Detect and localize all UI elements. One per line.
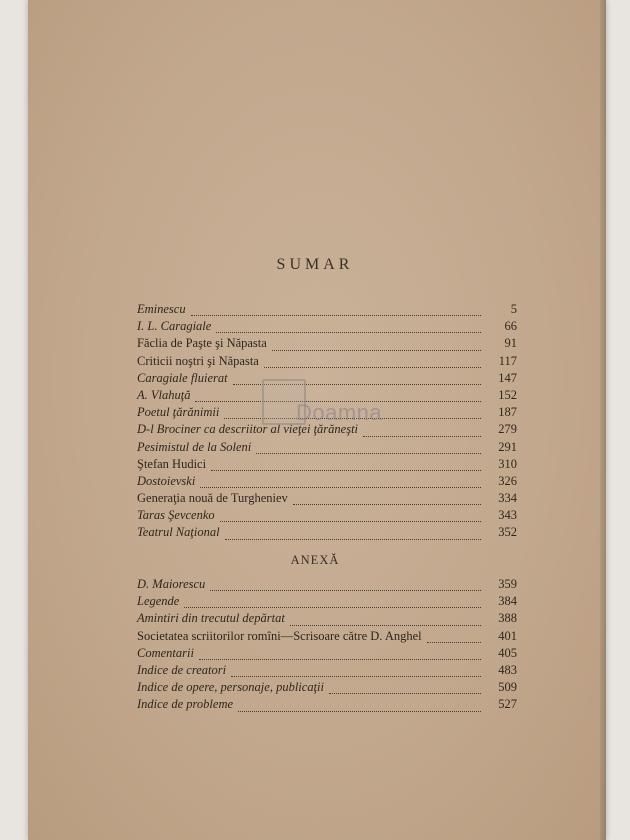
toc-entry-title: Taras Şevcenko <box>137 508 215 523</box>
toc-entry <box>137 663 517 680</box>
toc-entry <box>137 354 517 371</box>
toc-entry-page: 384 <box>498 594 517 609</box>
toc-leader-dots <box>293 503 481 505</box>
toc-entry <box>137 440 517 457</box>
toc-entry-page: 483 <box>498 662 517 677</box>
toc-leader-dots <box>329 692 481 694</box>
toc-entry-title: Dostoievski <box>137 473 196 488</box>
toc-entry-title: Făclia de Paşte şi Năpasta <box>137 336 267 351</box>
toc-entry-title: Criticii noştri şi Năpasta <box>137 353 259 368</box>
toc-entry <box>137 491 517 508</box>
toc-leader-dots <box>427 641 481 643</box>
toc-entry-title: Comentarii <box>137 645 194 660</box>
toc-entry-page: 334 <box>498 491 517 506</box>
toc-leader-dots <box>211 469 481 471</box>
toc-leader-dots <box>191 314 481 316</box>
toc-entry-title: Societatea scriitorilor romîni—Scrisoare către D. Anghel <box>137 628 422 643</box>
toc-entry-page: 527 <box>498 697 517 712</box>
toc-leader-dots <box>225 538 481 540</box>
toc-entry-title: Ştefan Hudici <box>137 456 207 471</box>
toc-leader-dots <box>184 606 481 608</box>
toc-entry-title: Caragiale fluierat <box>137 370 228 385</box>
toc-entry <box>137 336 517 353</box>
toc-entry-title: I. L. Caragiale <box>137 319 212 334</box>
toc-entry-page: 352 <box>498 525 517 540</box>
toc-entry-page: 343 <box>498 508 517 523</box>
toc-entry-title: Poetul ţărănimii <box>137 405 220 420</box>
toc-entry-page: 117 <box>498 353 517 368</box>
toc-leader-dots <box>220 520 481 522</box>
toc-entry-title: Legende <box>137 594 180 609</box>
toc-entry <box>137 680 517 697</box>
toc-entry-title: A. Vlahuţă <box>137 387 191 402</box>
toc-entry-page: 91 <box>504 336 517 351</box>
toc-entry-page: 279 <box>498 422 517 437</box>
page-edge-shadow <box>600 0 606 840</box>
toc-entry-page: 388 <box>498 611 517 626</box>
toc-entry-title: Generaţia nouă de Turgheniev <box>137 491 288 506</box>
toc-entry-page: 310 <box>498 456 517 471</box>
toc-entry-page: 326 <box>498 473 517 488</box>
toc-entry-title: Indice de opere, personaje, publicaţii <box>137 680 324 695</box>
toc-entry-page: 147 <box>498 370 517 385</box>
page-title: SUMAR <box>276 256 354 273</box>
toc-entry-page: 405 <box>498 645 517 660</box>
toc-entry <box>137 594 517 611</box>
toc-leader-dots <box>199 658 481 660</box>
toc-entry-page: 359 <box>498 577 517 591</box>
toc-entry <box>137 629 517 646</box>
toc-entry <box>137 525 517 542</box>
toc-entry-page: 5 <box>510 302 517 316</box>
toc-entry-page: 152 <box>498 387 517 402</box>
toc-entry <box>137 508 517 525</box>
toc-leader-dots <box>216 331 481 333</box>
toc-entry <box>137 646 517 663</box>
toc-entry-title: Teatrul Naţional <box>137 525 220 540</box>
toc-entry-title: D. Maiorescu <box>137 577 206 591</box>
toc-entry-title: Indice de probleme <box>137 697 234 712</box>
toc-entry-page: 509 <box>498 680 517 695</box>
toc-entry-title: Eminescu <box>137 302 186 316</box>
toc-leader-dots <box>238 710 481 712</box>
toc-leader-dots <box>290 624 481 626</box>
toc-leader-dots <box>256 452 481 454</box>
toc-leader-dots <box>231 675 481 677</box>
toc-leader-dots <box>272 349 481 351</box>
toc-entry-page: 187 <box>498 405 517 420</box>
toc-entry <box>137 302 517 319</box>
toc-entry-page: 291 <box>498 439 517 454</box>
toc-entry <box>137 611 517 628</box>
toc-entry <box>137 371 517 388</box>
toc-entry <box>137 474 517 491</box>
toc-entry <box>137 697 517 714</box>
toc-leader-dots <box>264 366 481 368</box>
toc-entry-title: D-l Brociner ca descriitor al vieţei ţărăneşti <box>137 422 359 437</box>
toc-leader-dots <box>210 589 481 591</box>
toc-entry-page: 401 <box>498 628 517 643</box>
toc-entry <box>137 457 517 474</box>
toc-leader-dots <box>363 435 481 437</box>
toc-entry <box>137 319 517 336</box>
toc-entry-title: Pesimistul de la Soleni <box>137 439 252 454</box>
toc-entry-title: Amintiri din trecutul depărtat <box>137 611 285 626</box>
toc-entry <box>137 577 517 594</box>
toc-annex-list <box>137 577 517 715</box>
watermark-text: Doamna <box>296 400 383 425</box>
toc-entry-page: 66 <box>504 319 517 334</box>
toc-entry-title: Indice de creatori <box>137 662 227 677</box>
annex-title: ANEXĂ <box>290 553 340 567</box>
toc-leader-dots <box>200 486 481 488</box>
